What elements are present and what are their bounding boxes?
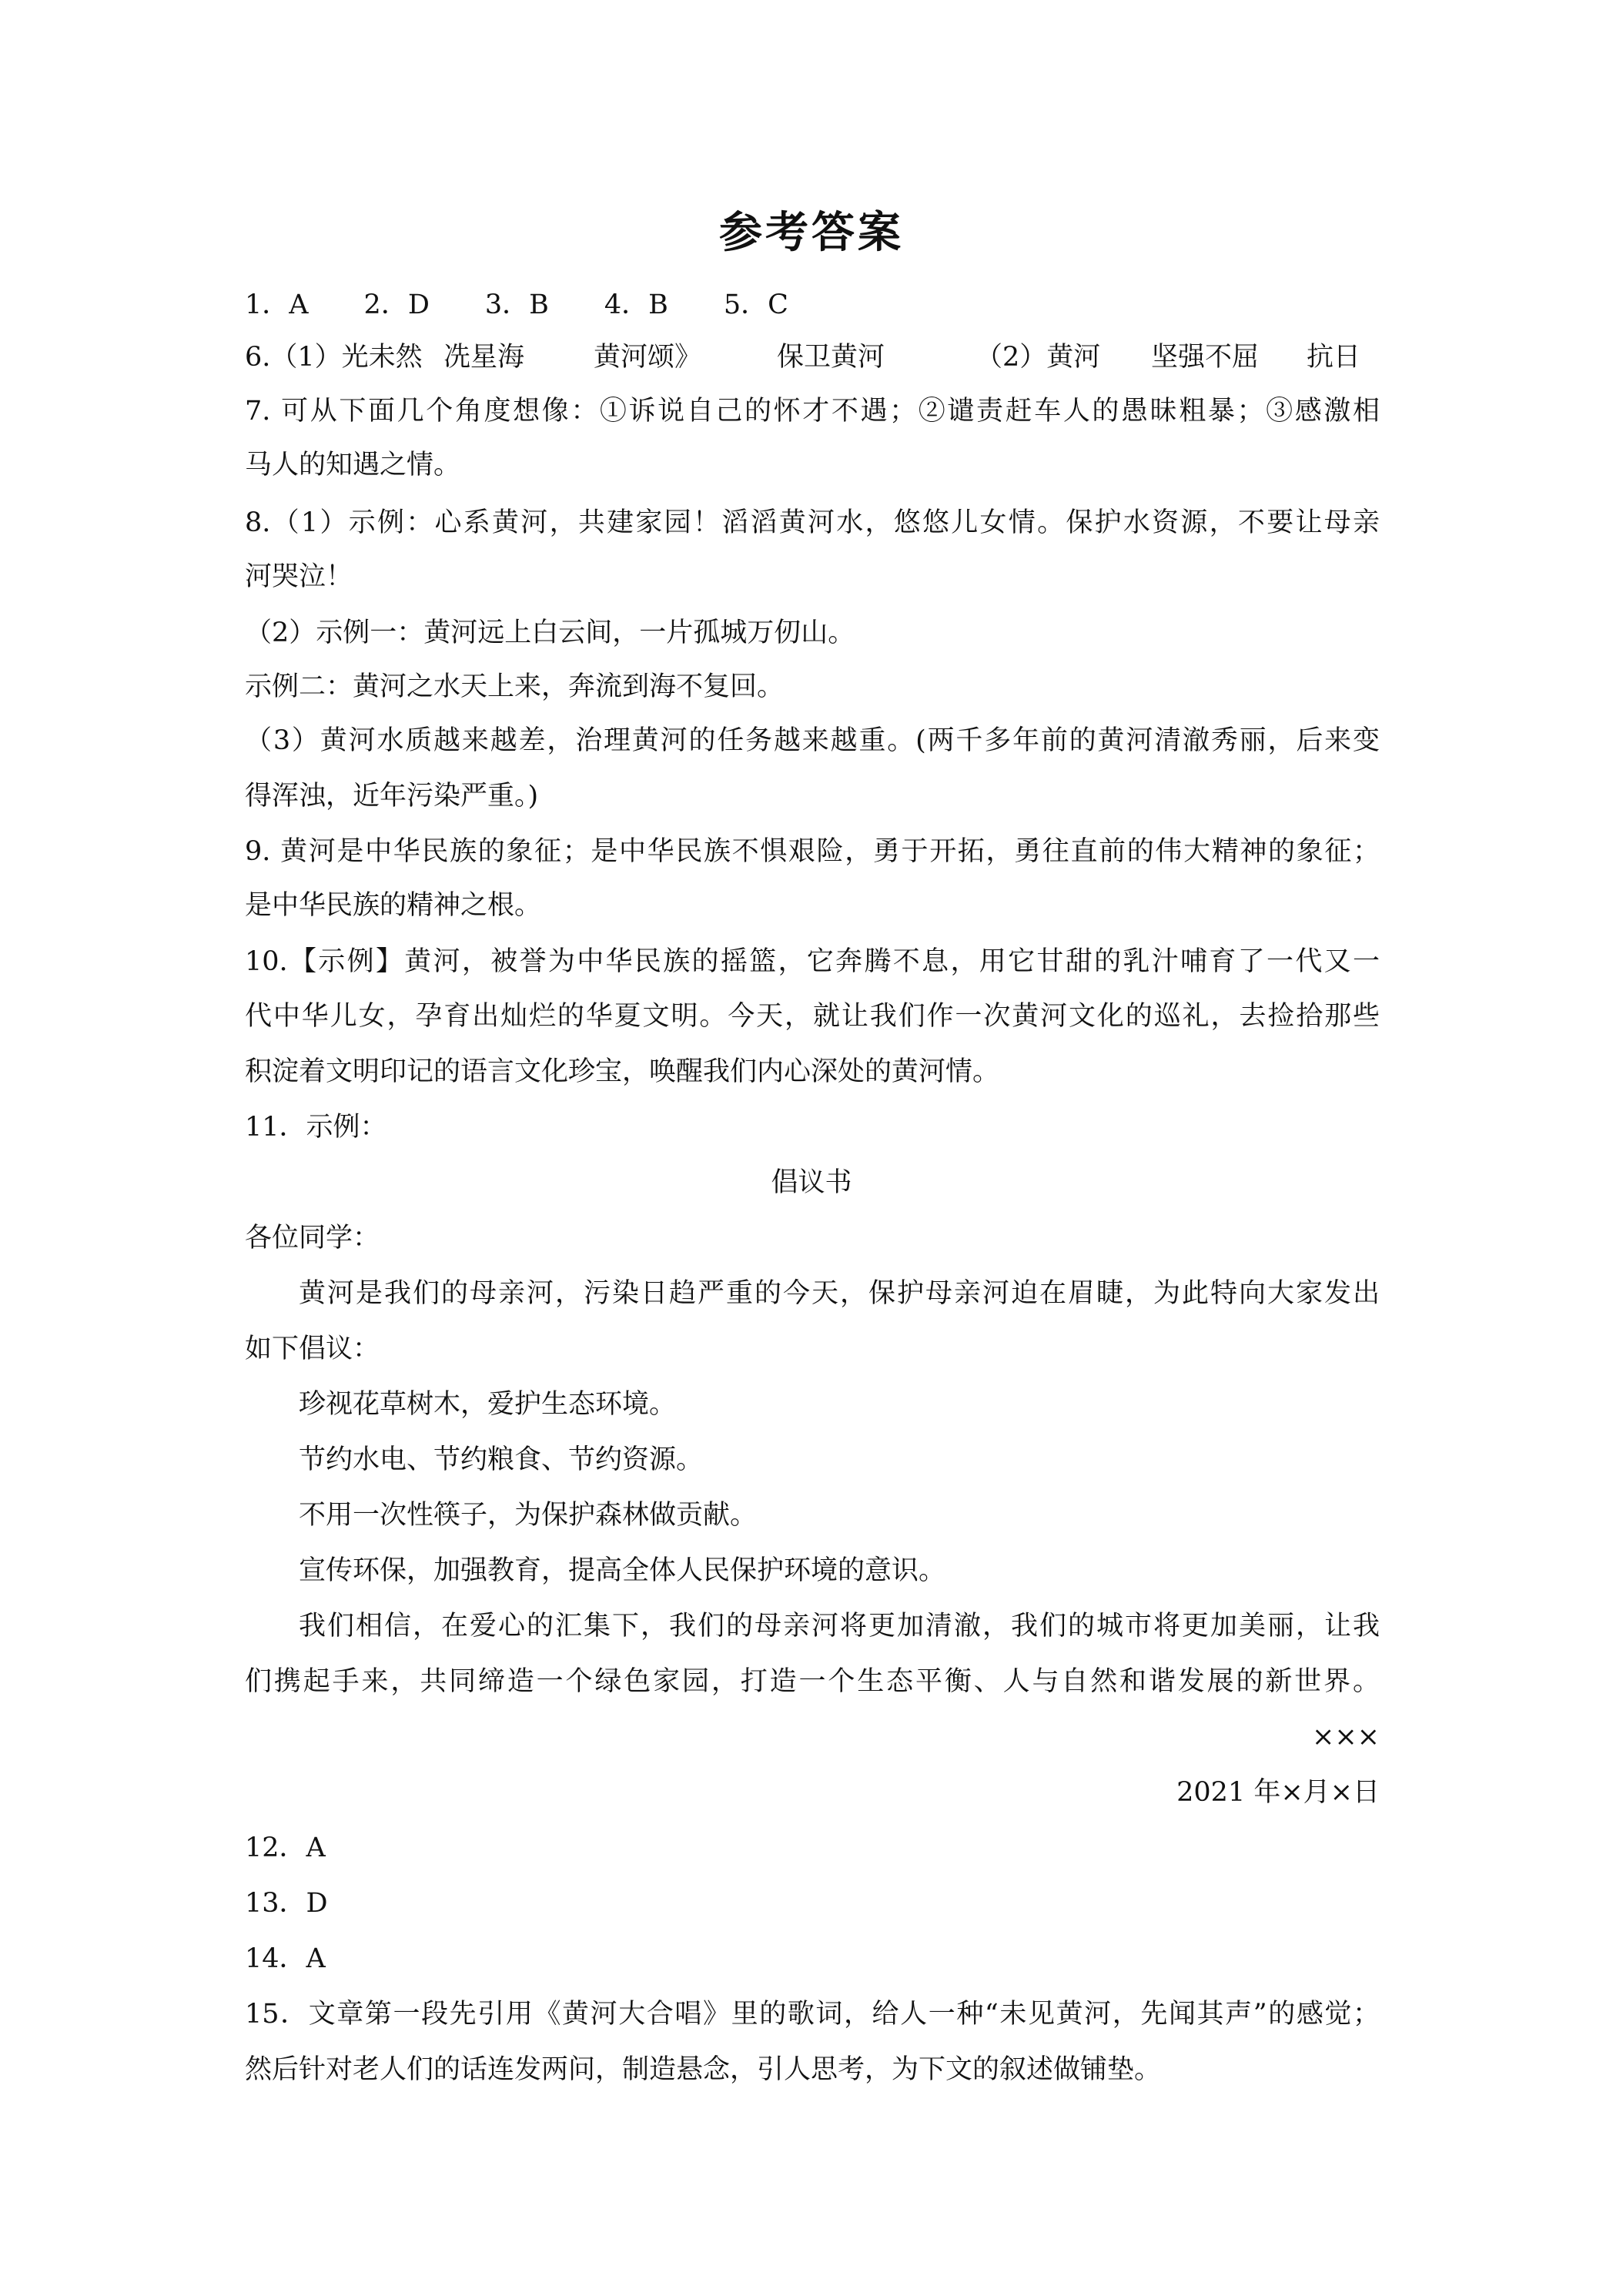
letter-body-line: 们携起手来，共同缔造一个绿色家园，打造一个生态平衡、人与自然和谐发展的新世界。 bbox=[245, 1666, 1380, 1697]
letter-title: 倡议书 bbox=[771, 1167, 852, 1198]
answer-8-line: （2）示例一：黄河远上白云间，一片孤城万仞山。 bbox=[245, 618, 855, 648]
answer-6-part: 6.（1）光未然 bbox=[245, 342, 423, 373]
answer-6-part: 保卫黄河 bbox=[777, 342, 885, 373]
letter-body-line: 珍视花草树木，爱护生态环境。 bbox=[299, 1389, 677, 1420]
answer-5: 5．C bbox=[723, 290, 788, 320]
answer-6-part: 黄河颂》 bbox=[594, 342, 702, 373]
answer-15-line: 15．文章第一段先引用《黄河大合唱》里的歌词，给人一种“未见黄河，先闻其声”的感觉； bbox=[245, 1999, 1380, 2030]
letter-body-line: 宣传环保，加强教育，提高全体人民保护环境的意识。 bbox=[299, 1555, 946, 1586]
answer-6-part: （2）黄河 bbox=[975, 342, 1101, 373]
answer-8-line: 示例二：黄河之水天上来，奔流到海不复回。 bbox=[245, 671, 785, 702]
answer-9-line: 是中华民族的精神之根。 bbox=[245, 890, 542, 921]
answer-10-line: 积淀着文明印记的语言文化珍宝，唤醒我们内心深处的黄河情。 bbox=[245, 1056, 1000, 1087]
answer-3: 3．B bbox=[484, 290, 549, 320]
answer-10-line: 代中华儿女，孕育出灿烂的华夏文明。今天，就让我们作一次黄河文化的巡礼，去捡拾那些 bbox=[245, 1001, 1380, 1032]
letter-date: 2021 年×月×日 bbox=[1176, 1777, 1380, 1808]
letter-body-line: 节约水电、节约粮食、节约资源。 bbox=[299, 1444, 704, 1475]
answer-8-line: 河哭泣！ bbox=[245, 561, 353, 592]
page-title: 参考答案 bbox=[719, 208, 904, 258]
letter-body-line: 黄河是我们的母亲河，污染日趋严重的今天，保护母亲河迫在眉睫，为此特向大家发出 bbox=[299, 1278, 1380, 1309]
answer-11-heading: 11．示例： bbox=[245, 1112, 387, 1143]
answer-8-line: 8.（1）示例：心系黄河，共建家园！滔滔黄河水，悠悠儿女情。保护水资源，不要让母亲 bbox=[245, 507, 1380, 538]
answer-6-part: 冼星海 bbox=[443, 342, 525, 373]
letter-body-line: 不用一次性筷子，为保护森林做贡献。 bbox=[299, 1500, 758, 1531]
letter-body-line: 我们相信，在爱心的汇集下，我们的母亲河将更加清澈，我们的城市将更加美丽，让我 bbox=[299, 1611, 1380, 1642]
answer-1: 1．A bbox=[245, 290, 309, 320]
answer-15-line: 然后针对老人们的话连发两问，制造悬念，引人思考，为下文的叙述做铺垫。 bbox=[245, 2054, 1162, 2085]
answer-2: 2．D bbox=[363, 290, 430, 320]
answer-8-line: 得浑浊，近年污染严重。) bbox=[245, 781, 539, 812]
answer-6-part: 抗日 bbox=[1307, 342, 1361, 373]
letter-signature: ××× bbox=[1312, 1722, 1380, 1752]
answer-14: 14．A bbox=[245, 1943, 326, 1974]
mc-answers-row bbox=[245, 286, 844, 323]
answer-10-line: 10.【示例】黄河，被誉为中华民族的摇篮，它奔腾不息，用它甘甜的乳汁哺育了一代又一 bbox=[245, 946, 1380, 977]
letter-body-line: 如下倡议： bbox=[245, 1334, 380, 1364]
answer-9-line: 9. 黄河是中华民族的象征；是中华民族不惧艰险，勇于开拓，勇往直前的伟大精神的象征； bbox=[245, 836, 1380, 867]
answer-13: 13．D bbox=[245, 1888, 328, 1919]
answer-12: 12．A bbox=[245, 1832, 326, 1863]
answer-4: 4．B bbox=[604, 290, 668, 320]
letter-salutation: 各位同学： bbox=[245, 1223, 380, 1253]
answer-8-line: （3）黄河水质越来越差，治理黄河的任务越来越重。(两千多年前的黄河清澈秀丽，后来变 bbox=[245, 725, 1380, 756]
answer-6-row bbox=[245, 339, 1360, 376]
answer-7-line: 马人的知遇之情。 bbox=[245, 450, 461, 480]
answer-6-part: 坚强不屈 bbox=[1151, 342, 1260, 373]
answer-7-line: 7. 可从下面几个角度想像：①诉说自己的怀才不遇；②谴责赶车人的愚昧粗暴；③感激相 bbox=[245, 396, 1380, 427]
